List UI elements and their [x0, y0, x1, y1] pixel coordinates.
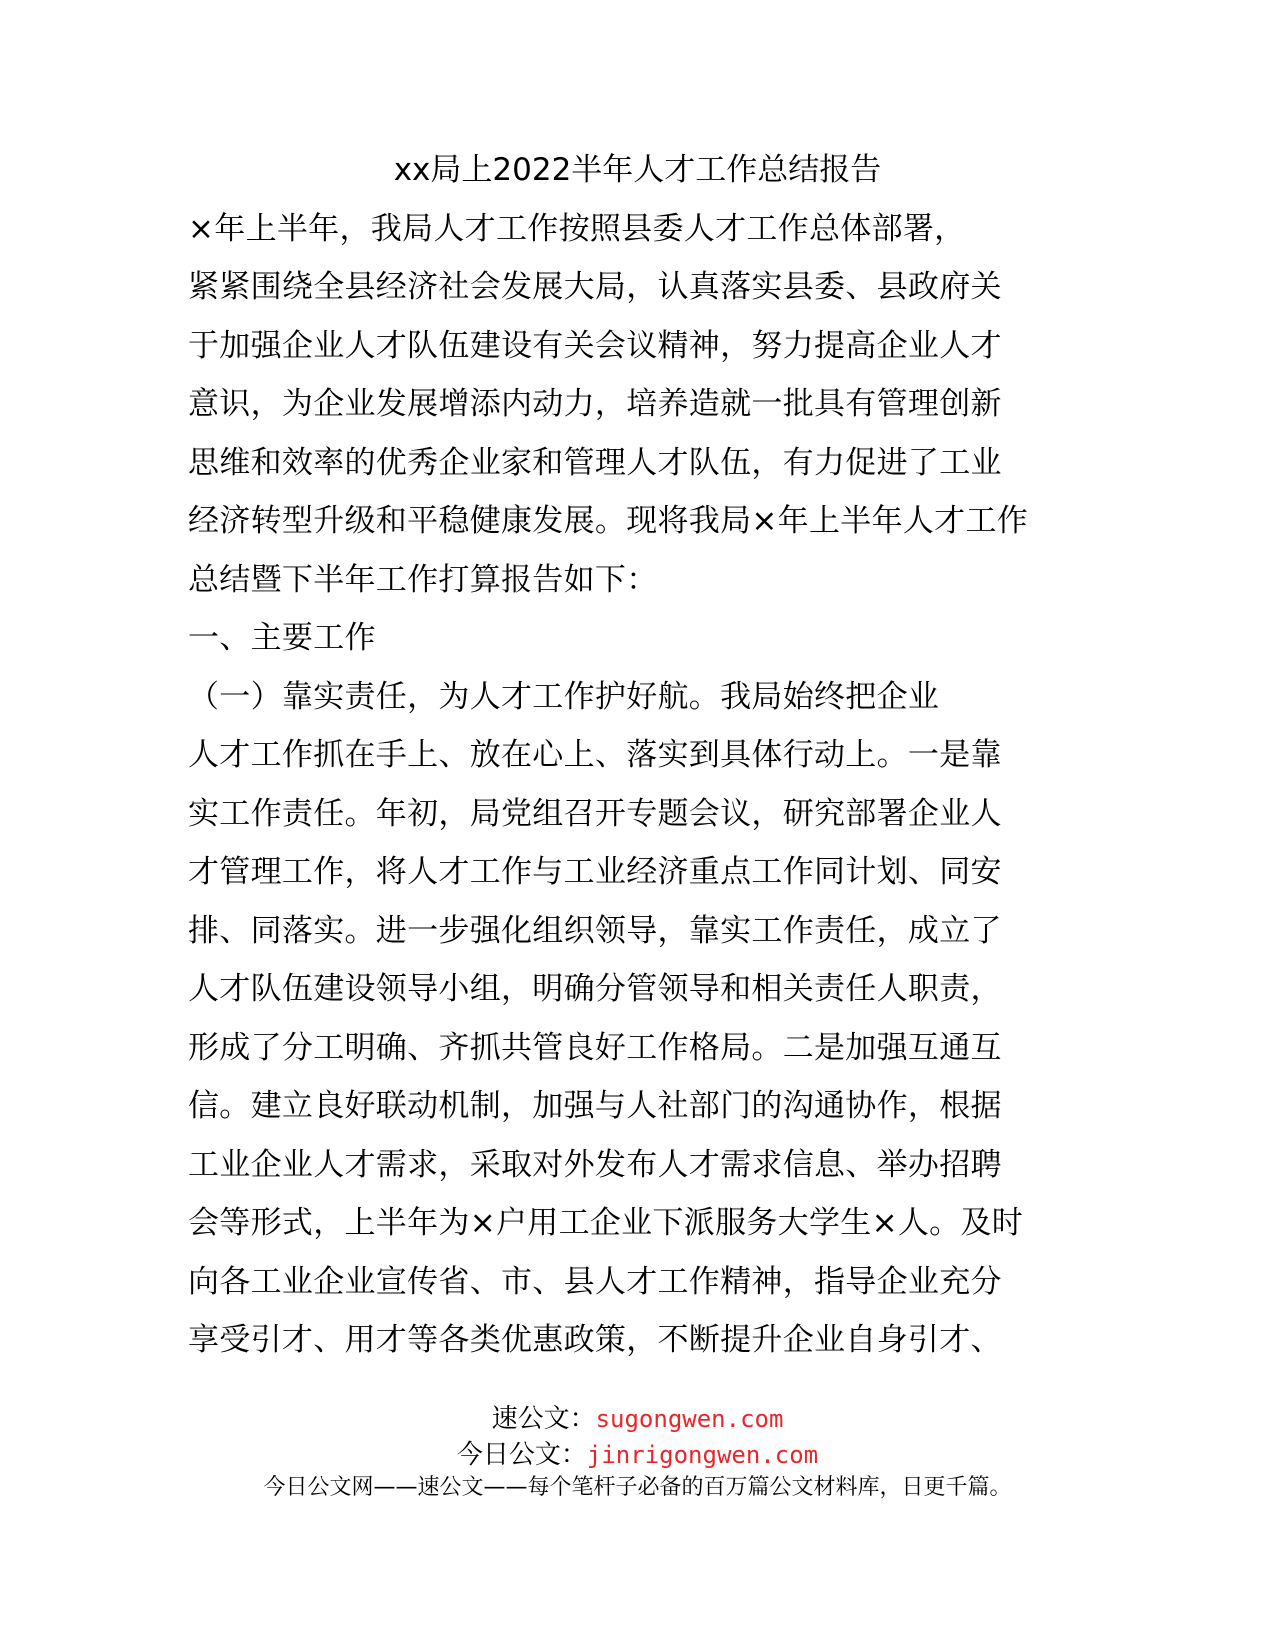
body-line: 思维和效率的优秀企业家和管理人才队伍，有力促进了工业	[188, 445, 1002, 481]
body-line: 意识，为企业发展增添内动力，培养造就一批具有管理创新	[188, 386, 1002, 422]
section-heading: 一、主要工作	[188, 620, 376, 656]
body-line: 紧紧围绕全县经济社会发展大局，认真落实县委、县政府关	[188, 269, 1002, 305]
body-line: 工业企业人才需求，采取对外发布人才需求信息、举办招聘	[188, 1147, 1002, 1183]
document-title: xx局上2022半年人才工作总结报告	[393, 152, 882, 188]
body-line: 会等形式，上半年为×户用工企业下派服务大学生×人。及时	[188, 1205, 1024, 1241]
body-line: 经济转型升级和平稳健康发展。现将我局×年上半年人才工作	[188, 503, 1029, 539]
subsection-heading: （一）靠实责任，为人才工作护好航。我局始终把企业	[188, 679, 940, 715]
body-line: 排、同落实。进一步强化组织领导，靠实工作责任，成立了	[188, 913, 1002, 949]
body-line: 信。建立良好联动机制，加强与人社部门的沟通协作，根据	[188, 1088, 1002, 1124]
footer-link-sugongwen[interactable]: sugongwen.com	[595, 1405, 784, 1433]
body-line: 人才工作抓在手上、放在心上、落实到具体行动上。一是靠	[188, 737, 1002, 773]
footer-label: 速公文：	[491, 1404, 596, 1434]
footer-line-jinrigongwen	[0, 1434, 1275, 1471]
body-line: 人才队伍建设领导小组，明确分管领导和相关责任人职责，	[188, 971, 1002, 1007]
body-line: ×年上半年，我局人才工作按照县委人才工作总体部署，	[188, 211, 966, 247]
body-line: 形成了分工明确、齐抓共管良好工作格局。二是加强互通互	[188, 1030, 1002, 1066]
body-line: 才管理工作，将人才工作与工业经济重点工作同计划、同安	[188, 854, 1002, 890]
footer-link-jinrigongwen[interactable]: jinrigongwen.com	[586, 1441, 819, 1469]
footer-tagline: 今日公文网——速公文——每个笔杆子必备的百万篇公文材料库，日更千篇。	[263, 1475, 1012, 1500]
body-line: 向各工业企业宣传省、市、县人才工作精神，指导企业充分	[188, 1264, 1002, 1300]
footer-label: 今日公文：	[456, 1440, 587, 1470]
body-line: 于加强企业人才队伍建设有关会议精神，努力提高企业人才	[188, 328, 1002, 364]
body-line: 实工作责任。年初，局党组召开专题会议，研究部署企业人	[188, 796, 1002, 832]
footer-line-sugongwen	[0, 1398, 1275, 1435]
body-line: 享受引才、用才等各类优惠政策，不断提升企业自身引才、	[188, 1322, 1002, 1358]
body-line: 总结暨下半年工作打算报告如下：	[188, 562, 658, 598]
